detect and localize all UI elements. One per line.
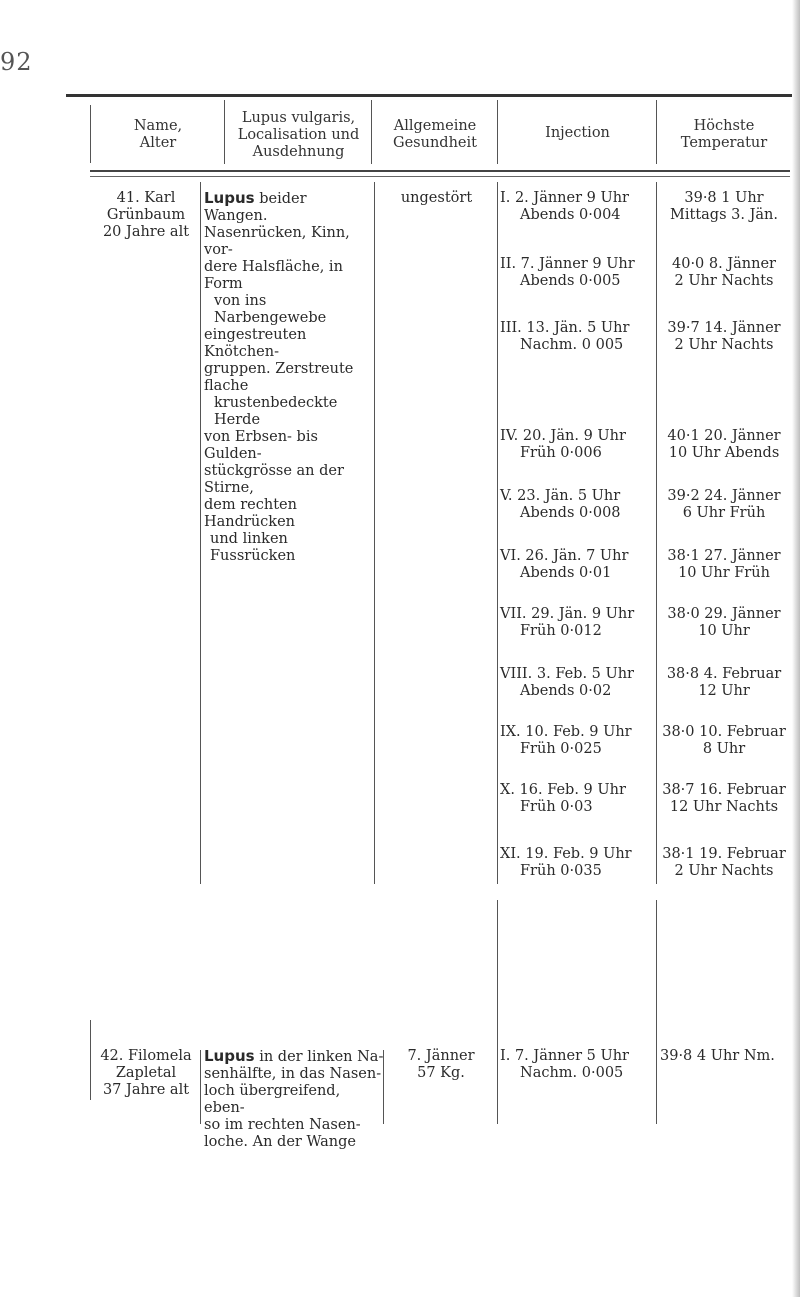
column-divider [497,900,498,1124]
page-edge-shadow [792,0,800,1297]
column-divider [656,182,657,884]
page-number: 92 [0,48,33,76]
temperature-entry: 38·7 16. Februar 12 Uhr Nachts [662,782,786,815]
patient-name: 41. Karl Grünbaum 20 Jahre alt [102,190,190,240]
temperature-entry: 40·1 20. Jänner 10 Uhr Abends [667,428,781,461]
header-divider [90,105,91,163]
injection-entry: V. 23. Jän. 5 Uhr Abends 0·008 [500,488,621,521]
injection-entry: IV. 20. Jän. 9 Uhr Früh 0·006 [500,428,626,461]
header-lupus: Lupus vulgaris, Localisation und Ausdehnung [237,110,360,160]
column-divider [200,1050,201,1124]
health-status: 7. Jänner 57 Kg. [407,1048,475,1081]
injection-entry: X. 16. Feb. 9 Uhr Früh 0·03 [500,782,626,815]
injection-entry: II. 7. Jänner 9 Uhr Abends 0·005 [500,256,635,289]
header-divider [656,100,657,164]
temperature-entry: 38·0 29. Jänner 10 Uhr [667,606,781,639]
temperature-entry: 38·1 27. Jänner 10 Uhr Früh [667,548,781,581]
temperature-entry: 38·8 4. Februar 12 Uhr [666,666,782,699]
header-divider [224,100,225,164]
temperature-entry: 39·8 1 Uhr Mittags 3. Jän. [670,190,778,223]
header-temperature: Höchste Temperatur [680,118,768,151]
injection-entry: XI. 19. Feb. 9 Uhr Früh 0·035 [500,846,632,879]
header-name: Name, Alter [133,118,183,151]
column-divider [200,182,201,884]
header-divider [497,100,498,164]
injection-entry: VIII. 3. Feb. 5 Uhr Abends 0·02 [500,666,634,699]
temperature-entry: 38·1 19. Februar 2 Uhr Nachts [662,846,786,879]
header-bottom-rule-thin [90,176,790,177]
injection-entry: VI. 26. Jän. 7 Uhr Abends 0·01 [500,548,629,581]
header-divider [371,100,372,164]
patient-name: 42. Filomela Zapletal 37 Jahre alt [100,1048,192,1098]
temperature-entry: 39·8 4 Uhr Nm. [660,1048,775,1064]
column-divider [656,900,657,1124]
temperature-entry: 40·0 8. Jänner 2 Uhr Nachts [672,256,776,289]
temperature-entry: 39·2 24. Jänner 6 Uhr Früh [667,488,781,521]
temperature-entry: 39·7 14. Jänner 2 Uhr Nachts [667,320,781,353]
table-top-rule [66,94,796,97]
header-injection: Injection [545,125,610,141]
injection-entry: I. 2. Jänner 9 Uhr Abends 0·004 [500,190,629,223]
temperature-entry: 38·0 10. Februar 8 Uhr [662,724,786,757]
injection-entry: I. 7. Jänner 5 Uhr Nachm. 0·005 [500,1048,629,1081]
header-bottom-rule [90,170,790,172]
lupus-description: Lupus beider Wangen. Nasenrücken, Kinn, vor- dere Halsfläche, in Form von ins Narbengewebe eingestreuten Knötchen- gruppen. Zerstreute flache krustenbedeckte Herde von Erbsen- bis Gulden- stückgrösse an der Stirne, dem rechten Handrücken und linken Fussrücken [204,189,354,564]
injection-entry: III. 13. Jän. 5 Uhr Nachm. 0 005 [500,320,630,353]
lupus-description: Lupus in der linken Na- senhälfte, in das Nasen- loch übergreifend, eben- so im rechten Nasen- loche. An der Wange [204,1047,384,1150]
column-divider [497,182,498,884]
column-divider [90,1020,91,1100]
injection-entry: VII. 29. Jän. 9 Uhr Früh 0·012 [500,606,635,639]
health-status: ungestört [400,190,473,206]
injection-entry: IX. 10. Feb. 9 Uhr Früh 0·025 [500,724,632,757]
header-health: Allgemeine Gesundheit [393,118,477,151]
column-divider [374,182,375,884]
